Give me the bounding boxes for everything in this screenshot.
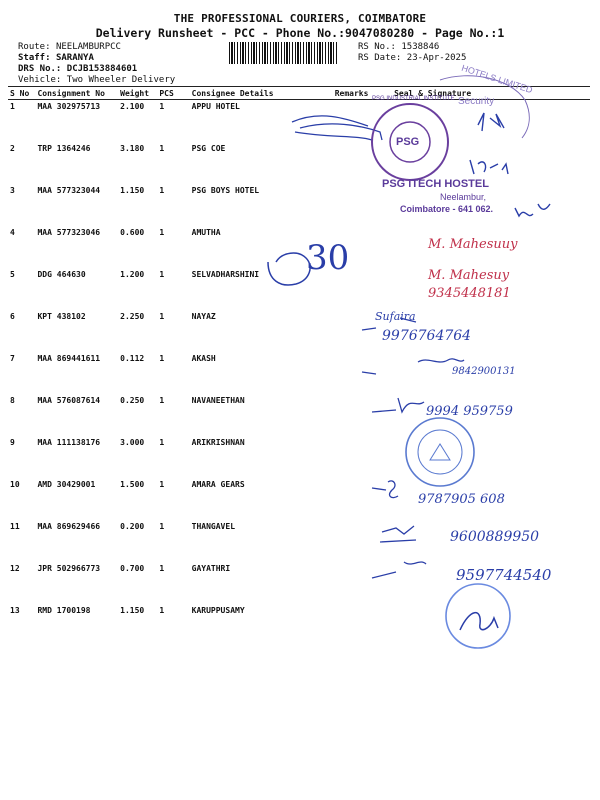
rs-date-line: RS Date: 23-Apr-2025 — [358, 53, 467, 63]
vehicle-value: Two Wheeler Delivery — [66, 75, 176, 85]
route-line: Route: NEELAMBURPCC — [18, 42, 121, 52]
col-remarks: Remarks — [333, 87, 392, 100]
cell-consignment: MAA 111138176 — [37, 438, 101, 447]
cell-consignee: AMUTHA — [191, 228, 221, 237]
signature-row10-phone: 9787905 608 — [418, 492, 505, 507]
signature-row5-name: M. Mahesuy — [428, 268, 510, 283]
cell-consignee: AKASH — [191, 354, 216, 363]
cell-weight: 3.180 — [120, 144, 145, 153]
barcode — [229, 42, 337, 64]
cell-weight: 2.100 — [120, 102, 145, 111]
cell-consignee: KARUPPUSAMY — [191, 606, 245, 615]
signature-row12-phone: 9597744540 — [456, 566, 552, 584]
cell-sno: 8 — [10, 396, 15, 405]
cell-weight: 3.000 — [120, 438, 145, 447]
cell-consignment: MAA 577323044 — [37, 186, 101, 195]
cell-consignment: AMD 30429001 — [37, 480, 96, 489]
cell-consignment: TRP 1364246 — [37, 144, 91, 153]
drs-value: DCJB153884601 — [66, 64, 138, 74]
cell-consignee: NAYAZ — [191, 312, 216, 321]
col-weight: Weight — [118, 87, 157, 100]
cell-consignment: JPR 502966773 — [37, 564, 101, 573]
cell-pcs: 1 — [159, 312, 165, 321]
cell-sno: 9 — [10, 438, 15, 447]
table-row — [8, 310, 590, 352]
cell-weight: 0.250 — [120, 396, 145, 405]
cell-weight: 1.150 — [120, 186, 145, 195]
cell-sno: 5 — [10, 270, 15, 279]
cell-sno: 10 — [10, 480, 20, 489]
remarks-note: 30 — [306, 238, 350, 278]
cell-pcs: 1 — [159, 606, 165, 615]
cell-weight: 1.200 — [120, 270, 145, 279]
psg-round-stamp-center: PSG — [396, 136, 420, 148]
cell-consignee: ARIKRISHNAN — [191, 438, 245, 447]
table-row — [8, 184, 590, 226]
table-row — [8, 100, 590, 143]
cell-pcs: 1 — [159, 186, 165, 195]
staff-line: Staff: SARANYA — [18, 53, 94, 63]
cell-weight: 0.112 — [120, 354, 145, 363]
cell-consignee: SELVADHARSHINI — [191, 270, 260, 279]
cell-sno: 2 — [10, 144, 15, 153]
cell-consignee: PSG COE — [191, 144, 226, 153]
route-value: NEELAMBURPCC — [55, 42, 121, 52]
cell-consignee: GAYATHRI — [191, 564, 231, 573]
col-consignment: Consignment No — [35, 87, 118, 100]
table-row — [8, 436, 590, 478]
cell-consignment: MAA 869629466 — [37, 522, 101, 531]
cell-pcs: 1 — [159, 270, 165, 279]
rs-no-value: 1538846 — [401, 42, 440, 52]
hotels-stamp-text: HOTELS LIMITED — [460, 62, 534, 96]
cell-sno: 13 — [10, 606, 20, 615]
rs-date-value: 23-Apr-2025 — [406, 53, 467, 63]
company-title: THE PROFESSIONAL COURIERS, COIMBATORE — [173, 12, 427, 25]
cell-consignee: THANGAVEL — [191, 522, 236, 531]
cell-pcs: 1 — [159, 522, 165, 531]
psg-stamp-place: Neelambur, — [440, 192, 487, 202]
cell-pcs: 1 — [159, 480, 165, 489]
cell-pcs: 1 — [159, 438, 165, 447]
runsheet-title: Delivery Runsheet - PCC - Phone No.:9047080280 - Page No.:1 — [95, 26, 505, 40]
signature-row11-phone: 9600889950 — [450, 529, 540, 545]
security-stamp-text: Security — [458, 96, 495, 107]
cell-consignment: KPT 438102 — [37, 312, 86, 321]
cell-sno: 4 — [10, 228, 15, 237]
cell-pcs: 1 — [159, 564, 165, 573]
cell-sno: 12 — [10, 564, 20, 573]
col-seal-signature: Seal & Signature — [392, 87, 590, 100]
col-sno: S No — [8, 87, 35, 100]
vehicle-line: Vehicle: Two Wheeler Delivery — [18, 75, 176, 85]
staff-value: SARANYA — [55, 53, 94, 63]
cell-sno: 1 — [10, 102, 15, 111]
table-row — [8, 142, 590, 184]
cell-pcs: 1 — [159, 354, 165, 363]
signature-row5-phone: 9345448181 — [428, 286, 511, 301]
cell-sno: 11 — [10, 522, 20, 531]
col-pcs: PCS — [157, 87, 189, 100]
cell-consignment: MAA 576087614 — [37, 396, 101, 405]
cell-sno: 3 — [10, 186, 15, 195]
signature-row6-name: Sufaira — [375, 310, 416, 323]
cell-consignment: MAA 869441611 — [37, 354, 101, 363]
signature-row8-phone: 9994 959759 — [426, 404, 513, 419]
psg-stamp-city: Coimbatore - 641 062. — [400, 204, 494, 214]
cell-sno: 7 — [10, 354, 15, 363]
cell-weight: 2.250 — [120, 312, 145, 321]
cell-consignee: APPU HOTEL — [191, 102, 240, 111]
psg-round-stamp-outer-text: PSG INDUSTRIAL INSTITUTE — [372, 96, 455, 102]
cell-pcs: 1 — [159, 396, 165, 405]
cell-consignment: RMD 1700198 — [37, 606, 91, 615]
cell-weight: 0.600 — [120, 228, 145, 237]
cell-pcs: 1 — [159, 102, 165, 111]
signature-row4-name: M. Mahesuuy — [428, 237, 518, 252]
cell-consignee: AMARA GEARS — [191, 480, 245, 489]
cell-consignee: PSG BOYS HOTEL — [191, 186, 260, 195]
cell-weight: 1.500 — [120, 480, 145, 489]
cell-consignment: MAA 577323046 — [37, 228, 101, 237]
signature-row6-phone: 9976764764 — [382, 328, 472, 344]
drs-line: DRS No.: DCJB153884601 — [18, 64, 138, 74]
cell-weight: 0.200 — [120, 522, 145, 531]
signature-row7-phone: 9842900131 — [452, 366, 516, 377]
cell-consignment: MAA 302975713 — [37, 102, 101, 111]
cell-pcs: 1 — [159, 228, 165, 237]
col-consignee: Consignee Details — [190, 87, 333, 100]
cell-pcs: 1 — [159, 144, 165, 153]
cell-weight: 0.700 — [120, 564, 145, 573]
psg-stamp-name: PSG iTECH HOSTEL — [382, 178, 489, 190]
rs-no-line: RS No.: 1538846 — [358, 42, 440, 52]
cell-consignee: NAVANEETHAN — [191, 396, 245, 405]
cell-sno: 6 — [10, 312, 15, 321]
table-row — [8, 604, 590, 646]
table-header — [8, 87, 590, 100]
cell-weight: 1.150 — [120, 606, 145, 615]
cell-consignment: DDG 464630 — [37, 270, 86, 279]
